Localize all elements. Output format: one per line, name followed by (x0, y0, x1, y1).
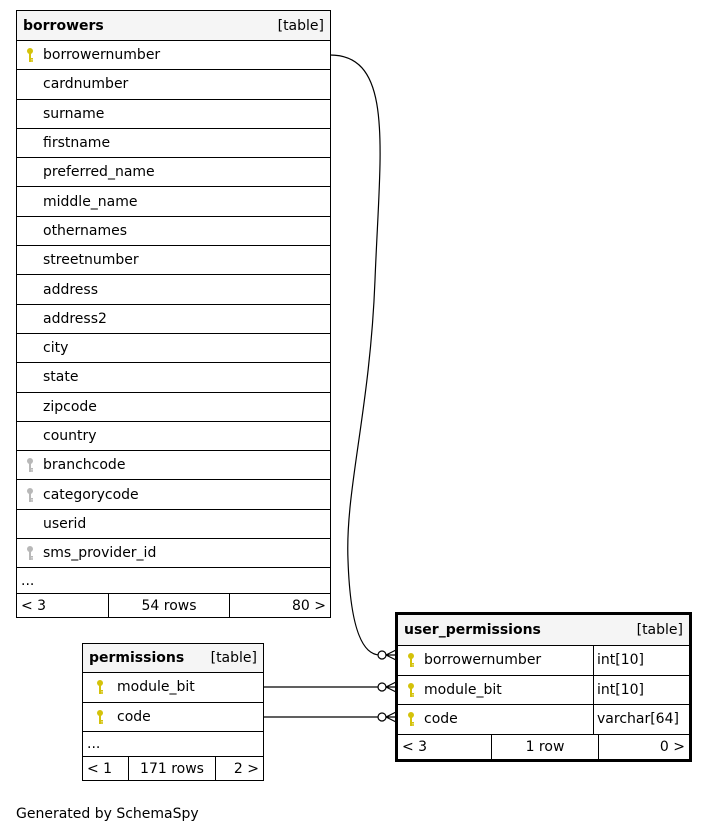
table-header[interactable] (398, 615, 689, 646)
column-name: preferred_name (43, 164, 155, 181)
link-borrowernumber (330, 55, 380, 655)
column-row[interactable] (17, 363, 330, 392)
table-footer (83, 757, 263, 780)
column-name: surname (43, 105, 105, 122)
table-name: borrowers (23, 17, 104, 34)
column-name: categorycode (43, 486, 139, 503)
key-icon (83, 709, 117, 725)
column-row[interactable] (17, 480, 330, 509)
column-row[interactable] (17, 393, 330, 422)
column-name: firstname (43, 135, 111, 152)
key-icon (17, 457, 43, 473)
user-permissions-table[interactable] (395, 612, 692, 762)
column-row[interactable] (17, 70, 330, 99)
column-row[interactable] (17, 187, 330, 216)
key-icon (17, 545, 43, 561)
column-name: middle_name (43, 193, 138, 210)
column-row[interactable] (398, 676, 689, 706)
table-footer (398, 735, 689, 759)
row-count: 54 rows (109, 594, 230, 617)
column-row[interactable] (17, 539, 330, 568)
column-row[interactable] (17, 41, 330, 70)
column-row[interactable] (17, 217, 330, 246)
table-header[interactable] (83, 644, 263, 673)
column-name: country (43, 428, 97, 444)
column-type: int[10] (593, 646, 689, 675)
more-columns: ... (83, 732, 263, 757)
column-row[interactable] (83, 673, 263, 703)
parents-link[interactable]: < 3 (398, 735, 492, 759)
borrowers-table[interactable] (16, 10, 331, 618)
column-name: address2 (43, 310, 107, 327)
column-name: borrowernumber (43, 47, 161, 64)
key-icon (83, 679, 117, 695)
column-row[interactable] (17, 246, 330, 275)
table-header[interactable] (17, 11, 330, 41)
column-row[interactable] (17, 305, 330, 334)
column-name: borrowernumber (424, 652, 542, 669)
column-row[interactable] (17, 451, 330, 480)
column-row[interactable] (17, 100, 330, 129)
column-type: int[10] (593, 676, 689, 705)
parents-link[interactable]: < 3 (17, 594, 109, 617)
column-row[interactable] (17, 158, 330, 187)
generated-by-note: Generated by SchemaSpy (16, 806, 199, 822)
row-count: 171 rows (129, 757, 216, 780)
permissions-table[interactable] (82, 643, 264, 781)
key-icon (17, 47, 43, 63)
column-name: code (117, 708, 151, 725)
key-icon (398, 711, 424, 727)
column-row[interactable] (17, 422, 330, 451)
table-kind: [table] (636, 622, 683, 638)
children-link[interactable]: 2 > (233, 760, 259, 777)
table-name: permissions (89, 650, 185, 666)
column-row[interactable] (17, 129, 330, 158)
table-kind: [table] (277, 17, 324, 34)
column-row[interactable] (17, 510, 330, 539)
column-name: module_bit (424, 681, 502, 698)
table-name: user_permissions (404, 622, 541, 638)
column-type: varchar[64] (593, 705, 689, 734)
column-name: address (43, 281, 99, 298)
key-icon (17, 487, 43, 503)
column-row[interactable] (17, 334, 330, 363)
column-name: state (43, 369, 79, 386)
column-list (83, 673, 263, 732)
column-list (398, 646, 689, 735)
column-row[interactable] (398, 646, 689, 676)
column-name: othernames (43, 222, 128, 239)
column-row[interactable] (17, 275, 330, 304)
children-link[interactable]: 80 > (292, 597, 326, 614)
table-kind: [table] (210, 650, 257, 666)
column-name: branchcode (43, 457, 126, 474)
column-name: userid (43, 515, 87, 532)
column-name: module_bit (117, 679, 195, 696)
column-name: city (43, 340, 69, 357)
parents-link[interactable]: < 1 (83, 757, 129, 780)
column-name: code (424, 711, 458, 728)
more-columns: ... (17, 568, 330, 594)
children-link[interactable]: 0 > (659, 738, 685, 755)
table-footer (17, 594, 330, 617)
column-list (17, 41, 330, 568)
column-row[interactable] (398, 705, 689, 735)
column-name: sms_provider_id (43, 545, 157, 562)
row-count: 1 row (492, 735, 599, 759)
column-name: zipcode (43, 398, 97, 415)
column-row[interactable] (83, 703, 263, 733)
key-icon (398, 652, 424, 668)
column-name: streetnumber (43, 252, 139, 269)
key-icon (398, 682, 424, 698)
column-name: cardnumber (43, 76, 129, 93)
